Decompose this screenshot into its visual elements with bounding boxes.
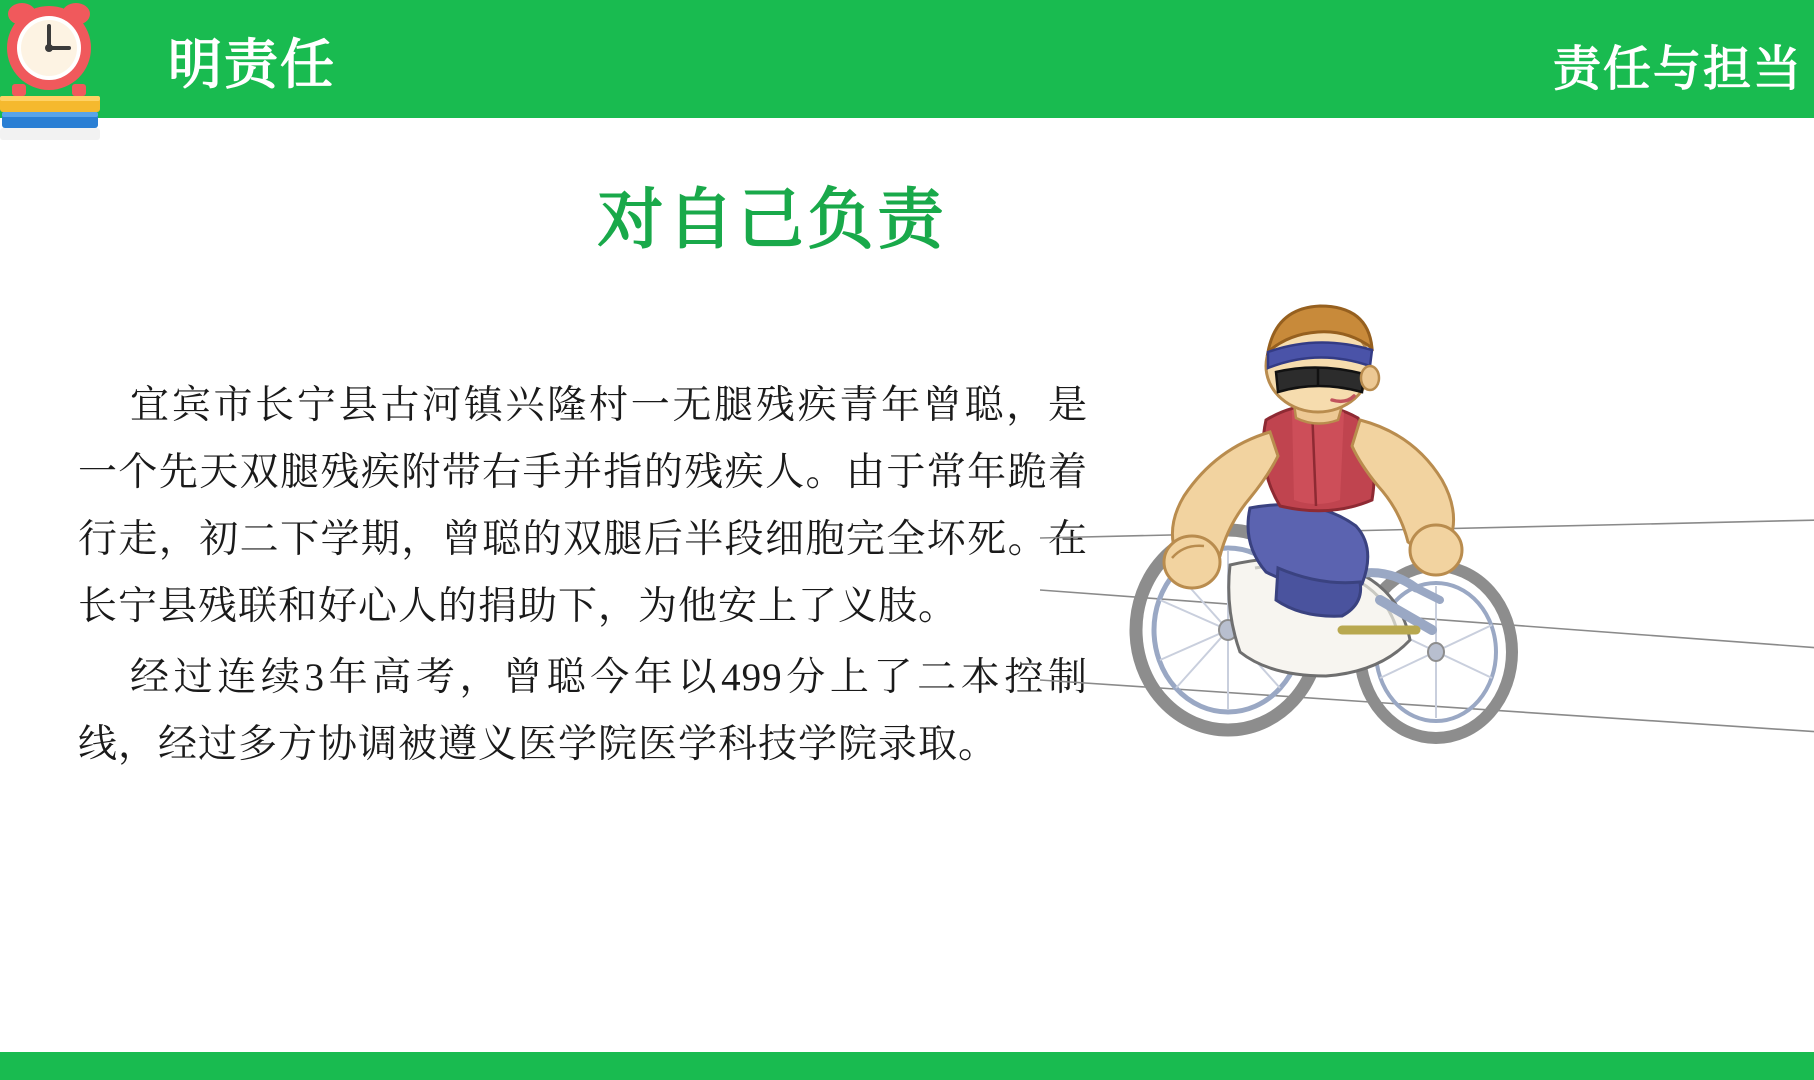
header-left-title: 明责任 [168, 35, 336, 95]
footer-bar [0, 1052, 1814, 1080]
header-right-title: 责任与担当 [1553, 43, 1804, 96]
page-title: 对自己负责 [597, 184, 948, 257]
wheelchair-racer-illustration [1080, 300, 1640, 800]
paragraph: 经过连续3年高考，曾聪今年以499分上了二本控制线，经过多方协调被遵义医学院医学科技学院录取。 [78, 656, 1088, 766]
body-text-block [78, 372, 1088, 778]
alarm-clock-icon [0, 0, 112, 140]
stacked-books-icon [0, 96, 100, 140]
paragraph: 宜宾市长宁县古河镇兴隆村一无腿残疾青年曾聪，是一个先天双腿残疾附带右手并指的残疾人。由于常年跪着行走，初二下学期，曾聪的双腿后半段细胞完全坏死。在长宁县残联和好心人的捐助下，为他安上了义肢。 [78, 384, 1088, 628]
